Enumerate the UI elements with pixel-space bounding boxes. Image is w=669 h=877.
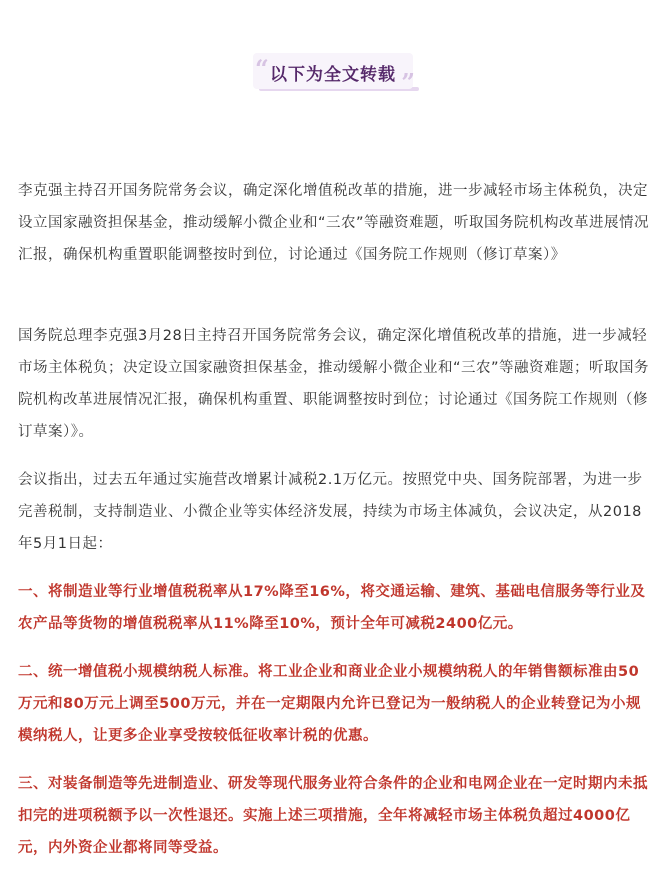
measure-two: 二、统一增值税小规模纳税人标准。将工业企业和商业企业小规模纳税人的年销售额标准由50万元和80万元上调至500万元，并在一定期限内允许已登记为一般纳税人的企业转登记为小规模纳税人，让更多企业享受按较低征收率计税的优惠。: [18, 664, 641, 744]
section-banner: [249, 51, 417, 97]
close-quote-icon: ”: [401, 68, 415, 97]
banner-title: 以下为全文转载: [270, 65, 396, 85]
paragraph-decision: 会议指出，过去五年通过实施营改增累计减税2.1万亿元。按照党中央、国务院部署，为进一步完善税制，支持制造业、小微企业等实体经济发展，持续为市场主体减负，会议决定，从2018年5月1日起：: [18, 472, 643, 552]
measure-one: 一、将制造业等行业增值税税率从17%降至16%，将交通运输、建筑、基础电信服务等行业及农产品等货物的增值税税率从11%降至10%，预计全年可减税2400亿元。: [18, 584, 646, 632]
measure-three: 三、对装备制造等先进制造业、研发等现代服务业符合条件的企业和电网企业在一定时期内未抵扣完的进项税额予以一次性退还。实施上述三项措施，全年将减轻市场主体税负超过4000亿元，内外资企业都将同等受益。: [18, 776, 648, 856]
open-quote-icon: “: [255, 54, 269, 83]
paragraph-meeting: 国务院总理李克强3月28日主持召开国务院常务会议，确定深化增值税改革的措施，进一步减轻市场主体税负；决定设立国家融资担保基金，推动缓解小微企业和“三农”等融资难题；听取国务院机构改革进展情况汇报，确保机构重置、职能调整按时到位；讨论通过《国务院工作规则（修订草案）》。: [18, 328, 650, 440]
paragraph-summary: 李克强主持召开国务院常务会议，确定深化增值税改革的措施，进一步减轻市场主体税负，决定设立国家融资担保基金，推动缓解小微企业和“三农”等融资难题，听取国务院机构改革进展情况汇报，确保机构重置职能调整按时到位，讨论通过《国务院工作规则（修订草案）》: [18, 183, 650, 263]
